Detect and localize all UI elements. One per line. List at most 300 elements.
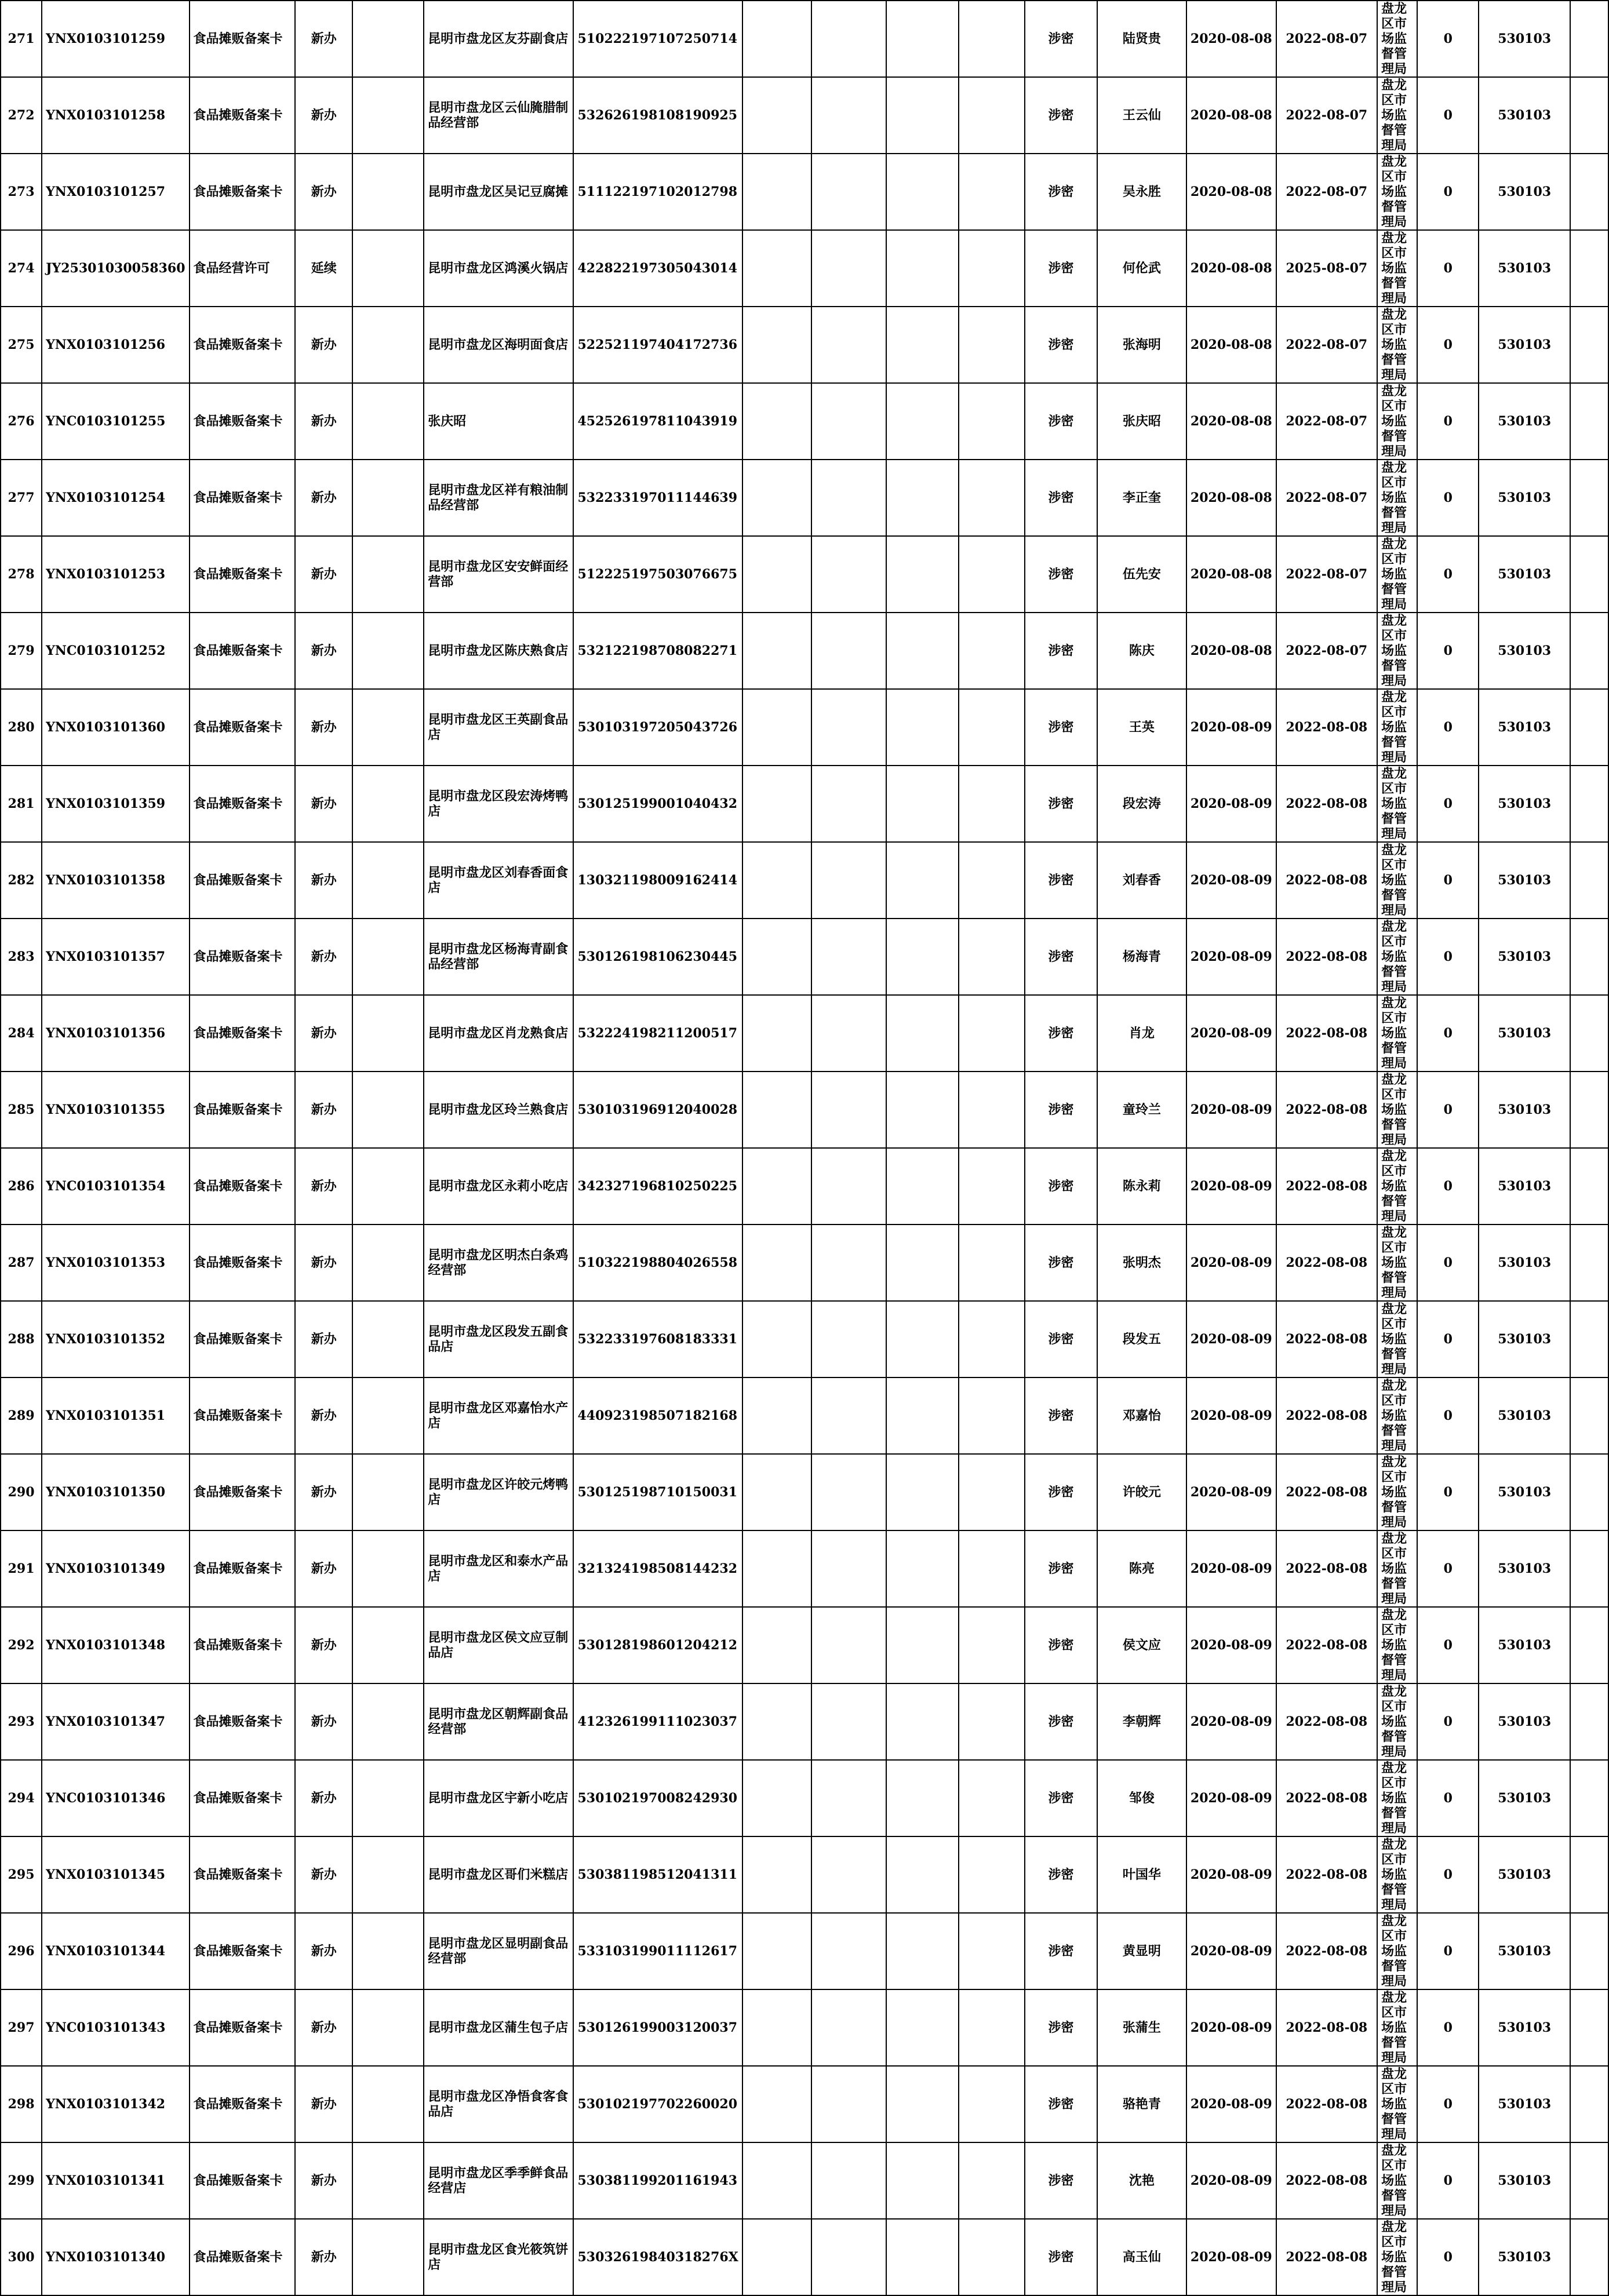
license-type: 食品摊贩备案卡 [190,1072,296,1148]
row-seq: 271 [1,1,42,77]
empty-cell [352,1760,424,1836]
start-date: 2020-08-09 [1186,1760,1276,1836]
empty-cell [811,383,886,460]
row-seq: 299 [1,2142,42,2219]
license-code: YNX0103101359 [42,766,189,842]
secret-flag: 涉密 [1025,1377,1097,1454]
license-code: YNX0103101351 [42,1377,189,1454]
action-type: 新办 [295,1607,352,1683]
row-seq: 297 [1,1989,42,2066]
empty-cell [352,1454,424,1530]
legal-person: 骆艳青 [1097,2066,1186,2142]
action-type: 新办 [295,689,352,766]
end-date: 2022-08-08 [1276,1836,1377,1913]
empty-cell [959,1530,1025,1607]
authority: 盘龙区市场监督管理局 [1377,536,1417,613]
status-flag: 0 [1417,995,1479,1072]
empty-cell [1570,230,1608,307]
empty-cell [886,1,959,77]
legal-person: 邓嘉怡 [1097,1377,1186,1454]
table-row [1,1760,1608,1836]
authority: 盘龙区市场监督管理局 [1377,2219,1417,2295]
start-date: 2020-08-09 [1186,995,1276,1072]
license-code: YNX0103101353 [42,1224,189,1301]
empty-cell [742,536,812,613]
license-type: 食品摊贩备案卡 [190,1913,296,1989]
id-number: 530381198512041311 [573,1836,742,1913]
status-flag: 0 [1417,842,1479,919]
status-flag: 0 [1417,689,1479,766]
region-code: 530103 [1479,2219,1570,2295]
empty-cell [886,536,959,613]
status-flag: 0 [1417,1530,1479,1607]
status-flag: 0 [1417,2142,1479,2219]
business-name: 昆明市盘龙区邓嘉怡水产店 [424,1377,573,1454]
empty-cell [959,1301,1025,1377]
table-row [1,1530,1608,1607]
business-name: 昆明市盘龙区许皎元烤鸭店 [424,1454,573,1530]
empty-cell [811,842,886,919]
empty-cell [811,77,886,154]
action-type: 新办 [295,1760,352,1836]
id-number: 530381199201161943 [573,2142,742,2219]
secret-flag: 涉密 [1025,307,1097,383]
region-code: 530103 [1479,460,1570,536]
empty-cell [959,1,1025,77]
start-date: 2020-08-08 [1186,536,1276,613]
table-row [1,1224,1608,1301]
license-type: 食品摊贩备案卡 [190,2219,296,2295]
empty-cell [811,307,886,383]
row-seq: 274 [1,230,42,307]
authority: 盘龙区市场监督管理局 [1377,613,1417,689]
empty-cell [811,1148,886,1224]
empty-cell [811,689,886,766]
license-code: YNX0103101348 [42,1607,189,1683]
empty-cell [886,307,959,383]
secret-flag: 涉密 [1025,842,1097,919]
end-date: 2022-08-07 [1276,307,1377,383]
action-type: 新办 [295,307,352,383]
empty-cell [1570,307,1608,383]
region-code: 530103 [1479,1760,1570,1836]
authority: 盘龙区市场监督管理局 [1377,1148,1417,1224]
start-date: 2020-08-09 [1186,2142,1276,2219]
authority: 盘龙区市场监督管理局 [1377,1224,1417,1301]
license-type: 食品摊贩备案卡 [190,154,296,230]
empty-cell [811,995,886,1072]
empty-cell [742,2142,812,2219]
status-flag: 0 [1417,77,1479,154]
secret-flag: 涉密 [1025,2066,1097,2142]
empty-cell [811,1760,886,1836]
empty-cell [959,1148,1025,1224]
business-name: 昆明市盘龙区杨海青副食品经营部 [424,919,573,995]
start-date: 2020-08-09 [1186,1148,1276,1224]
empty-cell [959,2219,1025,2295]
legal-person: 黄显明 [1097,1913,1186,1989]
action-type: 新办 [295,995,352,1072]
start-date: 2020-08-09 [1186,1377,1276,1454]
license-code: YNC0103101252 [42,613,189,689]
empty-cell [352,2066,424,2142]
table-row [1,2219,1608,2295]
end-date: 2022-08-07 [1276,154,1377,230]
license-type: 食品摊贩备案卡 [190,689,296,766]
empty-cell [886,1913,959,1989]
secret-flag: 涉密 [1025,1148,1097,1224]
empty-cell [811,230,886,307]
secret-flag: 涉密 [1025,1301,1097,1377]
secret-flag: 涉密 [1025,1989,1097,2066]
empty-cell [1570,1836,1608,1913]
legal-person: 叶国华 [1097,1836,1186,1913]
legal-person: 张庆昭 [1097,383,1186,460]
legal-person: 张蒲生 [1097,1989,1186,2066]
row-seq: 285 [1,1072,42,1148]
license-type: 食品摊贩备案卡 [190,2066,296,2142]
empty-cell [742,1683,812,1760]
region-code: 530103 [1479,1836,1570,1913]
empty-cell [352,1072,424,1148]
empty-cell [811,1,886,77]
empty-cell [1570,1301,1608,1377]
region-code: 530103 [1479,383,1570,460]
action-type: 新办 [295,1913,352,1989]
authority: 盘龙区市场监督管理局 [1377,1989,1417,2066]
row-seq: 286 [1,1148,42,1224]
legal-person: 童玲兰 [1097,1072,1186,1148]
end-date: 2022-08-08 [1276,995,1377,1072]
empty-cell [886,460,959,536]
start-date: 2020-08-09 [1186,1301,1276,1377]
empty-cell [352,613,424,689]
empty-cell [959,154,1025,230]
empty-cell [742,460,812,536]
end-date: 2025-08-07 [1276,230,1377,307]
row-seq: 296 [1,1913,42,1989]
legal-person: 张海明 [1097,307,1186,383]
authority: 盘龙区市场监督管理局 [1377,1836,1417,1913]
legal-person: 刘春香 [1097,842,1186,919]
status-flag: 0 [1417,2219,1479,2295]
start-date: 2020-08-08 [1186,613,1276,689]
empty-cell [886,1148,959,1224]
end-date: 2022-08-08 [1276,1148,1377,1224]
secret-flag: 涉密 [1025,995,1097,1072]
empty-cell [811,613,886,689]
end-date: 2022-08-08 [1276,766,1377,842]
authority: 盘龙区市场监督管理局 [1377,2066,1417,2142]
empty-cell [1570,1683,1608,1760]
authority: 盘龙区市场监督管理局 [1377,1377,1417,1454]
empty-cell [1570,1760,1608,1836]
empty-cell [352,766,424,842]
region-code: 530103 [1479,2142,1570,2219]
status-flag: 0 [1417,536,1479,613]
id-number: 530102197702260020 [573,2066,742,2142]
empty-cell [1570,2219,1608,2295]
business-name: 昆明市盘龙区季季鲜食品经营店 [424,2142,573,2219]
empty-cell [886,230,959,307]
empty-cell [959,77,1025,154]
legal-person: 陈永莉 [1097,1148,1186,1224]
end-date: 2022-08-08 [1276,1760,1377,1836]
action-type: 新办 [295,1377,352,1454]
region-code: 530103 [1479,842,1570,919]
empty-cell [742,1224,812,1301]
empty-cell [886,1454,959,1530]
authority: 盘龙区市场监督管理局 [1377,1760,1417,1836]
empty-cell [959,995,1025,1072]
id-number: 53032619840318276X [573,2219,742,2295]
license-code: YNC0103101346 [42,1760,189,1836]
secret-flag: 涉密 [1025,1913,1097,1989]
start-date: 2020-08-08 [1186,154,1276,230]
empty-cell [811,1530,886,1607]
action-type: 新办 [295,842,352,919]
legal-person: 许皎元 [1097,1454,1186,1530]
start-date: 2020-08-09 [1186,1224,1276,1301]
legal-person: 侯文应 [1097,1607,1186,1683]
empty-cell [886,1301,959,1377]
action-type: 新办 [295,1454,352,1530]
license-code: YNX0103101340 [42,2219,189,2295]
action-type: 新办 [295,2066,352,2142]
status-flag: 0 [1417,1683,1479,1760]
region-code: 530103 [1479,1989,1570,2066]
row-seq: 279 [1,613,42,689]
id-number: 530103196912040028 [573,1072,742,1148]
action-type: 新办 [295,2142,352,2219]
table-row [1,1148,1608,1224]
table-row [1,1836,1608,1913]
empty-cell [742,919,812,995]
table-row [1,919,1608,995]
region-code: 530103 [1479,2066,1570,2142]
secret-flag: 涉密 [1025,536,1097,613]
action-type: 新办 [295,154,352,230]
empty-cell [959,613,1025,689]
start-date: 2020-08-08 [1186,77,1276,154]
secret-flag: 涉密 [1025,1224,1097,1301]
status-flag: 0 [1417,1301,1479,1377]
empty-cell [811,1913,886,1989]
table-row [1,154,1608,230]
action-type: 新办 [295,77,352,154]
empty-cell [811,460,886,536]
empty-cell [886,1989,959,2066]
empty-cell [886,1072,959,1148]
empty-cell [742,307,812,383]
license-code: YNX0103101342 [42,2066,189,2142]
empty-cell [352,1301,424,1377]
action-type: 新办 [295,613,352,689]
license-code: YNX0103101356 [42,995,189,1072]
business-name: 昆明市盘龙区段发五副食品店 [424,1301,573,1377]
status-flag: 0 [1417,1760,1479,1836]
end-date: 2022-08-08 [1276,1913,1377,1989]
region-code: 530103 [1479,1301,1570,1377]
empty-cell [886,1607,959,1683]
business-name: 昆明市盘龙区哥们米糕店 [424,1836,573,1913]
id-number: 532233197011144639 [573,460,742,536]
table-row [1,460,1608,536]
table-row [1,1454,1608,1530]
empty-cell [959,689,1025,766]
row-seq: 283 [1,919,42,995]
legal-person: 王云仙 [1097,77,1186,154]
table-row [1,766,1608,842]
business-name: 昆明市盘龙区友芬副食店 [424,1,573,77]
empty-cell [352,2142,424,2219]
empty-cell [811,1377,886,1454]
empty-cell [352,1607,424,1683]
action-type: 新办 [295,1224,352,1301]
empty-cell [1570,1530,1608,1607]
empty-cell [959,919,1025,995]
region-code: 530103 [1479,919,1570,995]
region-code: 530103 [1479,1,1570,77]
license-code: YNX0103101258 [42,77,189,154]
empty-cell [352,1530,424,1607]
table-row [1,536,1608,613]
row-seq: 295 [1,1836,42,1913]
secret-flag: 涉密 [1025,2142,1097,2219]
empty-cell [1570,1224,1608,1301]
start-date: 2020-08-09 [1186,1607,1276,1683]
id-number: 530128198601204212 [573,1607,742,1683]
start-date: 2020-08-09 [1186,2219,1276,2295]
region-code: 530103 [1479,1913,1570,1989]
business-name: 昆明市盘龙区侯文应豆制品店 [424,1607,573,1683]
row-seq: 273 [1,154,42,230]
empty-cell [886,77,959,154]
end-date: 2022-08-08 [1276,842,1377,919]
status-flag: 0 [1417,766,1479,842]
empty-cell [1570,2066,1608,2142]
secret-flag: 涉密 [1025,1072,1097,1148]
region-code: 530103 [1479,536,1570,613]
empty-cell [742,1072,812,1148]
status-flag: 0 [1417,230,1479,307]
empty-cell [1570,77,1608,154]
empty-cell [1570,1913,1608,1989]
empty-cell [1570,383,1608,460]
end-date: 2022-08-07 [1276,383,1377,460]
empty-cell [1570,919,1608,995]
region-code: 530103 [1479,766,1570,842]
row-seq: 300 [1,2219,42,2295]
secret-flag: 涉密 [1025,1760,1097,1836]
id-number: 532224198211200517 [573,995,742,1072]
empty-cell [959,536,1025,613]
status-flag: 0 [1417,460,1479,536]
status-flag: 0 [1417,613,1479,689]
row-seq: 276 [1,383,42,460]
empty-cell [886,1530,959,1607]
action-type: 新办 [295,766,352,842]
secret-flag: 涉密 [1025,2219,1097,2295]
empty-cell [742,689,812,766]
id-number: 321324198508144232 [573,1530,742,1607]
end-date: 2022-08-08 [1276,1607,1377,1683]
license-code: YNX0103101350 [42,1454,189,1530]
license-type: 食品摊贩备案卡 [190,460,296,536]
start-date: 2020-08-09 [1186,1072,1276,1148]
business-name: 昆明市盘龙区吴记豆腐摊 [424,154,573,230]
secret-flag: 涉密 [1025,230,1097,307]
action-type: 新办 [295,1148,352,1224]
empty-cell [352,460,424,536]
table-row [1,842,1608,919]
empty-cell [959,1683,1025,1760]
business-name: 昆明市盘龙区朝辉副食品经营部 [424,1683,573,1760]
license-code: YNC0103101343 [42,1989,189,2066]
empty-cell [352,2219,424,2295]
empty-cell [1570,995,1608,1072]
row-seq: 280 [1,689,42,766]
license-code: YNX0103101358 [42,842,189,919]
license-code: YNX0103101257 [42,154,189,230]
empty-cell [886,995,959,1072]
empty-cell [959,307,1025,383]
empty-cell [959,1836,1025,1913]
business-name: 昆明市盘龙区刘春香面食店 [424,842,573,919]
table-row [1,307,1608,383]
start-date: 2020-08-08 [1186,230,1276,307]
action-type: 新办 [295,1989,352,2066]
status-flag: 0 [1417,1913,1479,1989]
legal-person: 张明杰 [1097,1224,1186,1301]
end-date: 2022-08-08 [1276,2142,1377,2219]
id-number: 510322198804026558 [573,1224,742,1301]
business-name: 昆明市盘龙区明杰白条鸡经营部 [424,1224,573,1301]
license-type: 食品摊贩备案卡 [190,307,296,383]
license-code: YNX0103101352 [42,1301,189,1377]
row-seq: 282 [1,842,42,919]
id-number: 530126198106230445 [573,919,742,995]
empty-cell [811,1607,886,1683]
empty-cell [742,1301,812,1377]
id-number: 342327196810250225 [573,1148,742,1224]
business-name: 昆明市盘龙区鸿溪火锅店 [424,230,573,307]
empty-cell [886,613,959,689]
table-row [1,1301,1608,1377]
legal-person: 陆贤贵 [1097,1,1186,77]
empty-cell [886,2142,959,2219]
business-name: 昆明市盘龙区陈庆熟食店 [424,613,573,689]
id-number: 530103197205043726 [573,689,742,766]
table-row [1,383,1608,460]
empty-cell [742,842,812,919]
secret-flag: 涉密 [1025,1836,1097,1913]
action-type: 新办 [295,460,352,536]
start-date: 2020-08-09 [1186,766,1276,842]
legal-person: 李朝辉 [1097,1683,1186,1760]
row-seq: 298 [1,2066,42,2142]
authority: 盘龙区市场监督管理局 [1377,1454,1417,1530]
end-date: 2022-08-08 [1276,2066,1377,2142]
end-date: 2022-08-08 [1276,1072,1377,1148]
empty-cell [811,766,886,842]
business-name: 昆明市盘龙区蒲生包子店 [424,1989,573,2066]
empty-cell [742,1607,812,1683]
end-date: 2022-08-08 [1276,1989,1377,2066]
empty-cell [352,307,424,383]
table-row [1,613,1608,689]
status-flag: 0 [1417,1607,1479,1683]
